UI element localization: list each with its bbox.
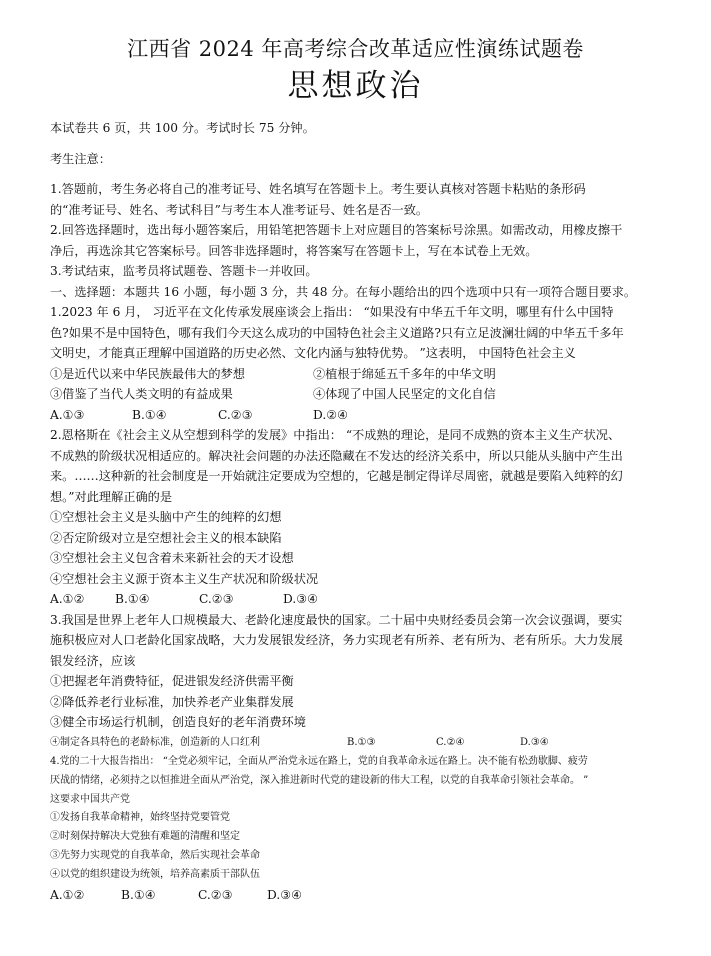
question-4-options <box>50 885 675 905</box>
option-d: D.③④ <box>267 887 303 902</box>
question-4-item: ④以党的组织建设为统领，培养高素质干部队伍 <box>50 868 260 880</box>
question-3-item: ②降低养老行业标准，加快养老产业集群发展 <box>50 694 294 709</box>
question-1-stem: 色?如果不是中国特色，哪有我们今天这么成功的中国特色社会主义道路?只有立足波澜壮阔的中华五千多年 <box>50 325 624 340</box>
option-a: A.①② <box>50 887 85 902</box>
question-3-item: ①把握老年消费特征，促进银发经济供需平衡 <box>50 674 294 688</box>
question-2-item: ③空想社会主义包含着未来新社会的天才设想 <box>50 551 294 565</box>
question-3-stem: 银发经济，应该 <box>50 653 136 668</box>
question-4-item: ③先努力实现党的自我革命，然后实现社会革命 <box>50 849 260 861</box>
exam-body <box>50 118 675 905</box>
question-4-stem: 4.党的二十大报告指出： “全党必须牢记，全面从严治党永远在路上，党的自我革命永远在路上。决不能有松劲歇脚、疲劳 <box>50 756 588 767</box>
option-b: B.①③ <box>347 736 376 748</box>
section-heading: 一、选择题：本题共 16 小题，每小题 3 分，共 48 分。在每小题给出的四个选项中只有一项符合题目要求。 <box>50 284 637 299</box>
question-4-stem: 厌战的情绪，必须持之以恒推进全面从严治党，深入推进新时代党的建设新的伟大工程，以党的自我革命引领社会革命。 ” <box>50 774 589 786</box>
question-2-item: ②否定阶级对立是空想社会主义的根本缺陷 <box>50 530 282 545</box>
option-d: D.②④ <box>313 407 349 422</box>
question-3-item: ③健全市场运行机制，创造良好的老年消费环境 <box>50 715 306 729</box>
question-1-options <box>50 405 675 426</box>
question-2-stem: 来。……这种新的社会制度是一开始就注定要成为空想的，它越是制定得详尽周密，就越是要陷入纯粹的幻 <box>50 469 623 483</box>
question-1-stem: 1.2023 年 6 月， 习近平在文化传承发展座谈会上指出： “如果没有中华五千年文明，哪里有什么中国特 <box>50 305 614 319</box>
note-line: 3.考试结束，监考员将试题卷、答题卡一并收回。 <box>50 264 318 278</box>
question-3-stem: 施积极应对人口老龄化国家战略，大力发展银发经济，务力实现老有所养、老有所为、老有所乐。大力发展 <box>50 633 623 647</box>
question-3-item4-and-options <box>50 733 675 754</box>
question-3-stem: 3.我国是世界上老年人口规模最大、老龄化速度最快的国家。二十届中央财经委员会第一次会议强调，要实 <box>50 612 623 627</box>
question-2-stem: 想。”对此理解正确的是 <box>50 489 173 504</box>
question-3-item: ④制定各具特色的老龄标准，创造新的人口红利 <box>50 736 260 748</box>
question-2-stem: 不成熟的阶级状况相适应的。解决社会问题的办法还隐藏在不发达的经济关系中，所以只能从头脑中产生出 <box>50 448 623 463</box>
question-4 <box>50 753 675 885</box>
question-1-items-row <box>50 364 675 385</box>
option-b: B.①④ <box>132 407 167 422</box>
question-2-item: ④空想社会主义源于资本主义生产状况和阶级状况 <box>50 571 319 586</box>
option-a: A.①② <box>50 592 85 606</box>
question-2-options <box>50 589 675 610</box>
option-b: B.①④ <box>115 592 150 606</box>
question-1-item: ④体现了中国人民坚定的文化自信 <box>313 387 496 401</box>
notice-heading: 考生注意： <box>50 151 111 166</box>
question-4-item: ②时刻保持解决大党独有难题的清醒和坚定 <box>50 831 240 843</box>
note-line: 2.回答选择题时，选出每小题答案后，用铅笔把答题卡上对应题目的答案标号涂黑。如需改动，用橡皮擦干 <box>50 223 623 237</box>
question-1-item: ③借鉴了当代人类文明的有益成果 <box>50 387 233 401</box>
option-b: B.①④ <box>121 887 156 902</box>
question-2-stem: 2.恩格斯在《社会主义从空想到科学的发展》中指出： “不成熟的理论，是同不成熟的资本主义生产状况、 <box>50 428 621 442</box>
question-4-item: ①发扬自我革命精神，始终坚持党要管党 <box>50 812 230 824</box>
option-c: C.②④ <box>436 736 465 748</box>
question-2-item: ①空想社会主义是头脑中产生的纯粹的幻想 <box>50 510 282 524</box>
option-c: C.②③ <box>199 592 234 606</box>
exam-title: 江西省 2024 年高考综合改革适应性演练试题卷 <box>127 37 584 61</box>
option-c: C.②③ <box>218 407 253 422</box>
option-d: D.③④ <box>520 736 549 748</box>
question-1-stem: 文明史，才能真正理解中国道路的历史必然、文化内涵与独特优势。 ”这表明， 中国特色社会主义 <box>50 346 576 360</box>
note-line: 的“准考证号、姓名、考试科目”与考生本人准考证号、姓名是否一致。 <box>50 202 429 217</box>
question-1-item: ②植根于绵延五千多年的中华文明 <box>313 366 496 381</box>
note-line: 1.答题前，考生务必将自己的准考证号、姓名填写在答题卡上。考生要认真核对答题卡粘贴的条形码 <box>50 182 586 196</box>
question-1-items-row <box>50 384 675 405</box>
note-line: 净后，再选涂其它答案标号。回答非选择题时，将答案写在答题卡上，写在本试卷上无效。 <box>50 243 538 258</box>
subject-title: 思想政治 <box>287 68 424 104</box>
exam-info: 本试卷共 6 页，共 100 分。考试时长 75 分钟。 <box>50 121 315 135</box>
option-d: D.③④ <box>283 592 319 606</box>
option-c: C.②③ <box>198 887 233 902</box>
question-1-item: ①是近代以来中华民族最伟大的梦想 <box>50 366 245 381</box>
option-a: A.①③ <box>50 407 85 422</box>
question-4-stem: 这要求中国共产党 <box>50 793 130 805</box>
